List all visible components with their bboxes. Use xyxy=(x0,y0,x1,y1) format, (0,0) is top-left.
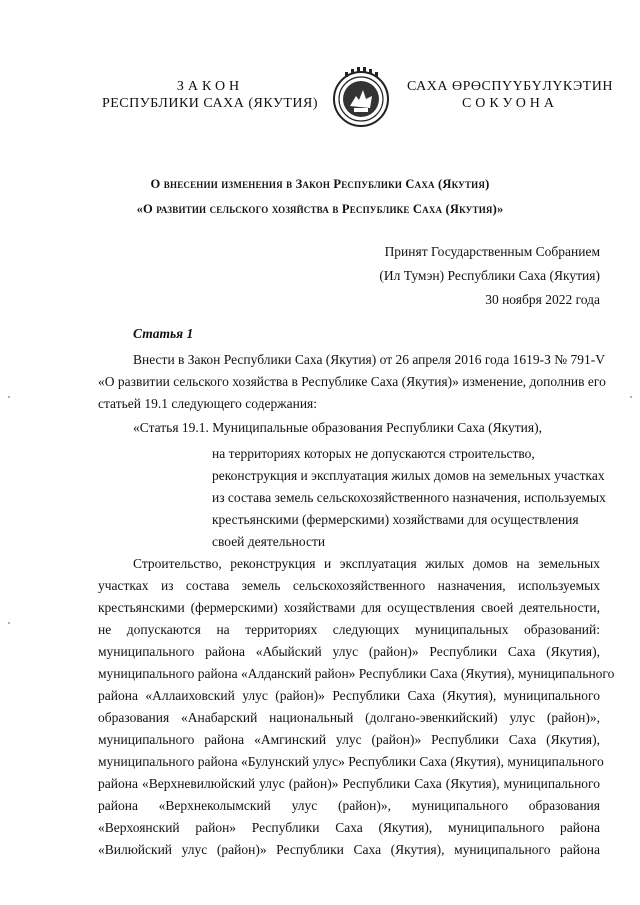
body-line-5: муниципального района «Абыйский улус (район)» Республики Саха (Якутия), xyxy=(98,644,600,659)
intro-line-2: «О развитии сельского хозяйства в Республике Саха (Якутия)» изменение, дополнив его xyxy=(98,374,606,389)
body-line-12: района «Верхнеколымский улус (район)», муниципального образования xyxy=(98,798,600,813)
body-line-3: крестьянскими (фермерскими) хозяйствами для осуществления своей деятельности, xyxy=(98,600,600,615)
body-line-2: участках из состава земель сельскохозяйственного назначения, используемых xyxy=(98,578,600,593)
body-line-6: муниципального района «Алданский район» Республики Саха (Якутия), муниципального xyxy=(98,666,615,681)
new-article-line-2: реконструкция и эксплуатация жилых домов на земельных участках xyxy=(212,468,605,483)
intro-line-1: Внести в Закон Республики Саха (Якутия) от 26 апреля 2016 года 1619-З № 791-V xyxy=(133,352,606,367)
body-line-13: «Верхоянский район» Республики Саха (Якутия), муниципального района xyxy=(98,820,600,835)
intro-line-3: статьей 19.1 следующего содержания: xyxy=(98,396,317,411)
adoption-block xyxy=(379,240,600,312)
adoption-line2: (Ил Тумэн) Республики Саха (Якутия) xyxy=(379,268,600,283)
body-line-10: муниципального района «Булунский улус» Республики Саха (Якутия), муниципального xyxy=(98,754,604,769)
document-title-line1: О внесении изменения в Закон Республики Саха (Якутия) xyxy=(150,177,490,191)
new-article-line-5: своей деятельности xyxy=(212,534,326,549)
header-left xyxy=(95,78,325,112)
republic-name: РЕСПУБЛИКИ САХА (ЯКУТИЯ) xyxy=(101,96,319,111)
scan-speck xyxy=(8,396,10,398)
body-line-4: не допускаются на территориях следующих муниципальных образований: xyxy=(98,622,600,637)
body-line-14: «Вилюйский улус (район)» Республики Саха (Якутия), муниципального района xyxy=(98,842,600,857)
adoption-date: 30 ноября 2022 года xyxy=(485,292,600,307)
coat-of-arms-icon xyxy=(332,66,390,132)
new-article-heading: «Статья 19.1. Муниципальные образования Республики Саха (Якутия), xyxy=(133,420,542,435)
article-heading: Статья 1 xyxy=(133,326,194,341)
document-title-line2: «О развитии сельского хозяйства в Республике Саха (Якутия)» xyxy=(136,202,504,216)
body-line-9: муниципального района «Амгинский улус (район)» Республики Саха (Якутия), xyxy=(98,732,600,747)
body-line-11: района «Верхневилюйский улус (район)» Республики Саха (Якутия), муниципального xyxy=(98,776,600,791)
header-right xyxy=(405,78,615,112)
scan-speck xyxy=(8,622,10,624)
new-article-line-3: из состава земель сельскохозяйственного назначения, используемых xyxy=(212,490,606,505)
law-label: ЗАКОН xyxy=(176,79,244,94)
law-label-sakha: СОКУОНА xyxy=(461,96,559,111)
new-article-line-4: крестьянскими (фермерскими) хозяйствами для осуществления xyxy=(212,512,579,527)
body-line-7: района «Аллаиховский улус (район)» Республики Саха (Якутия), муниципального xyxy=(98,688,600,703)
scan-speck xyxy=(630,396,632,398)
republic-name-sakha: САХА ӨРӨСПҮҮБҮЛҮКЭТИН xyxy=(407,79,613,94)
body-line-8: образования «Анабарский национальный (долгано-эвенкийский) улус (район)», xyxy=(98,710,600,725)
body-line-1: Строительство, реконструкция и эксплуатация жилых домов на земельных xyxy=(133,556,600,571)
new-article-line-1: на территориях которых не допускаются строительство, xyxy=(212,446,535,461)
adoption-line1: Принят Государственным Собранием xyxy=(384,244,600,259)
